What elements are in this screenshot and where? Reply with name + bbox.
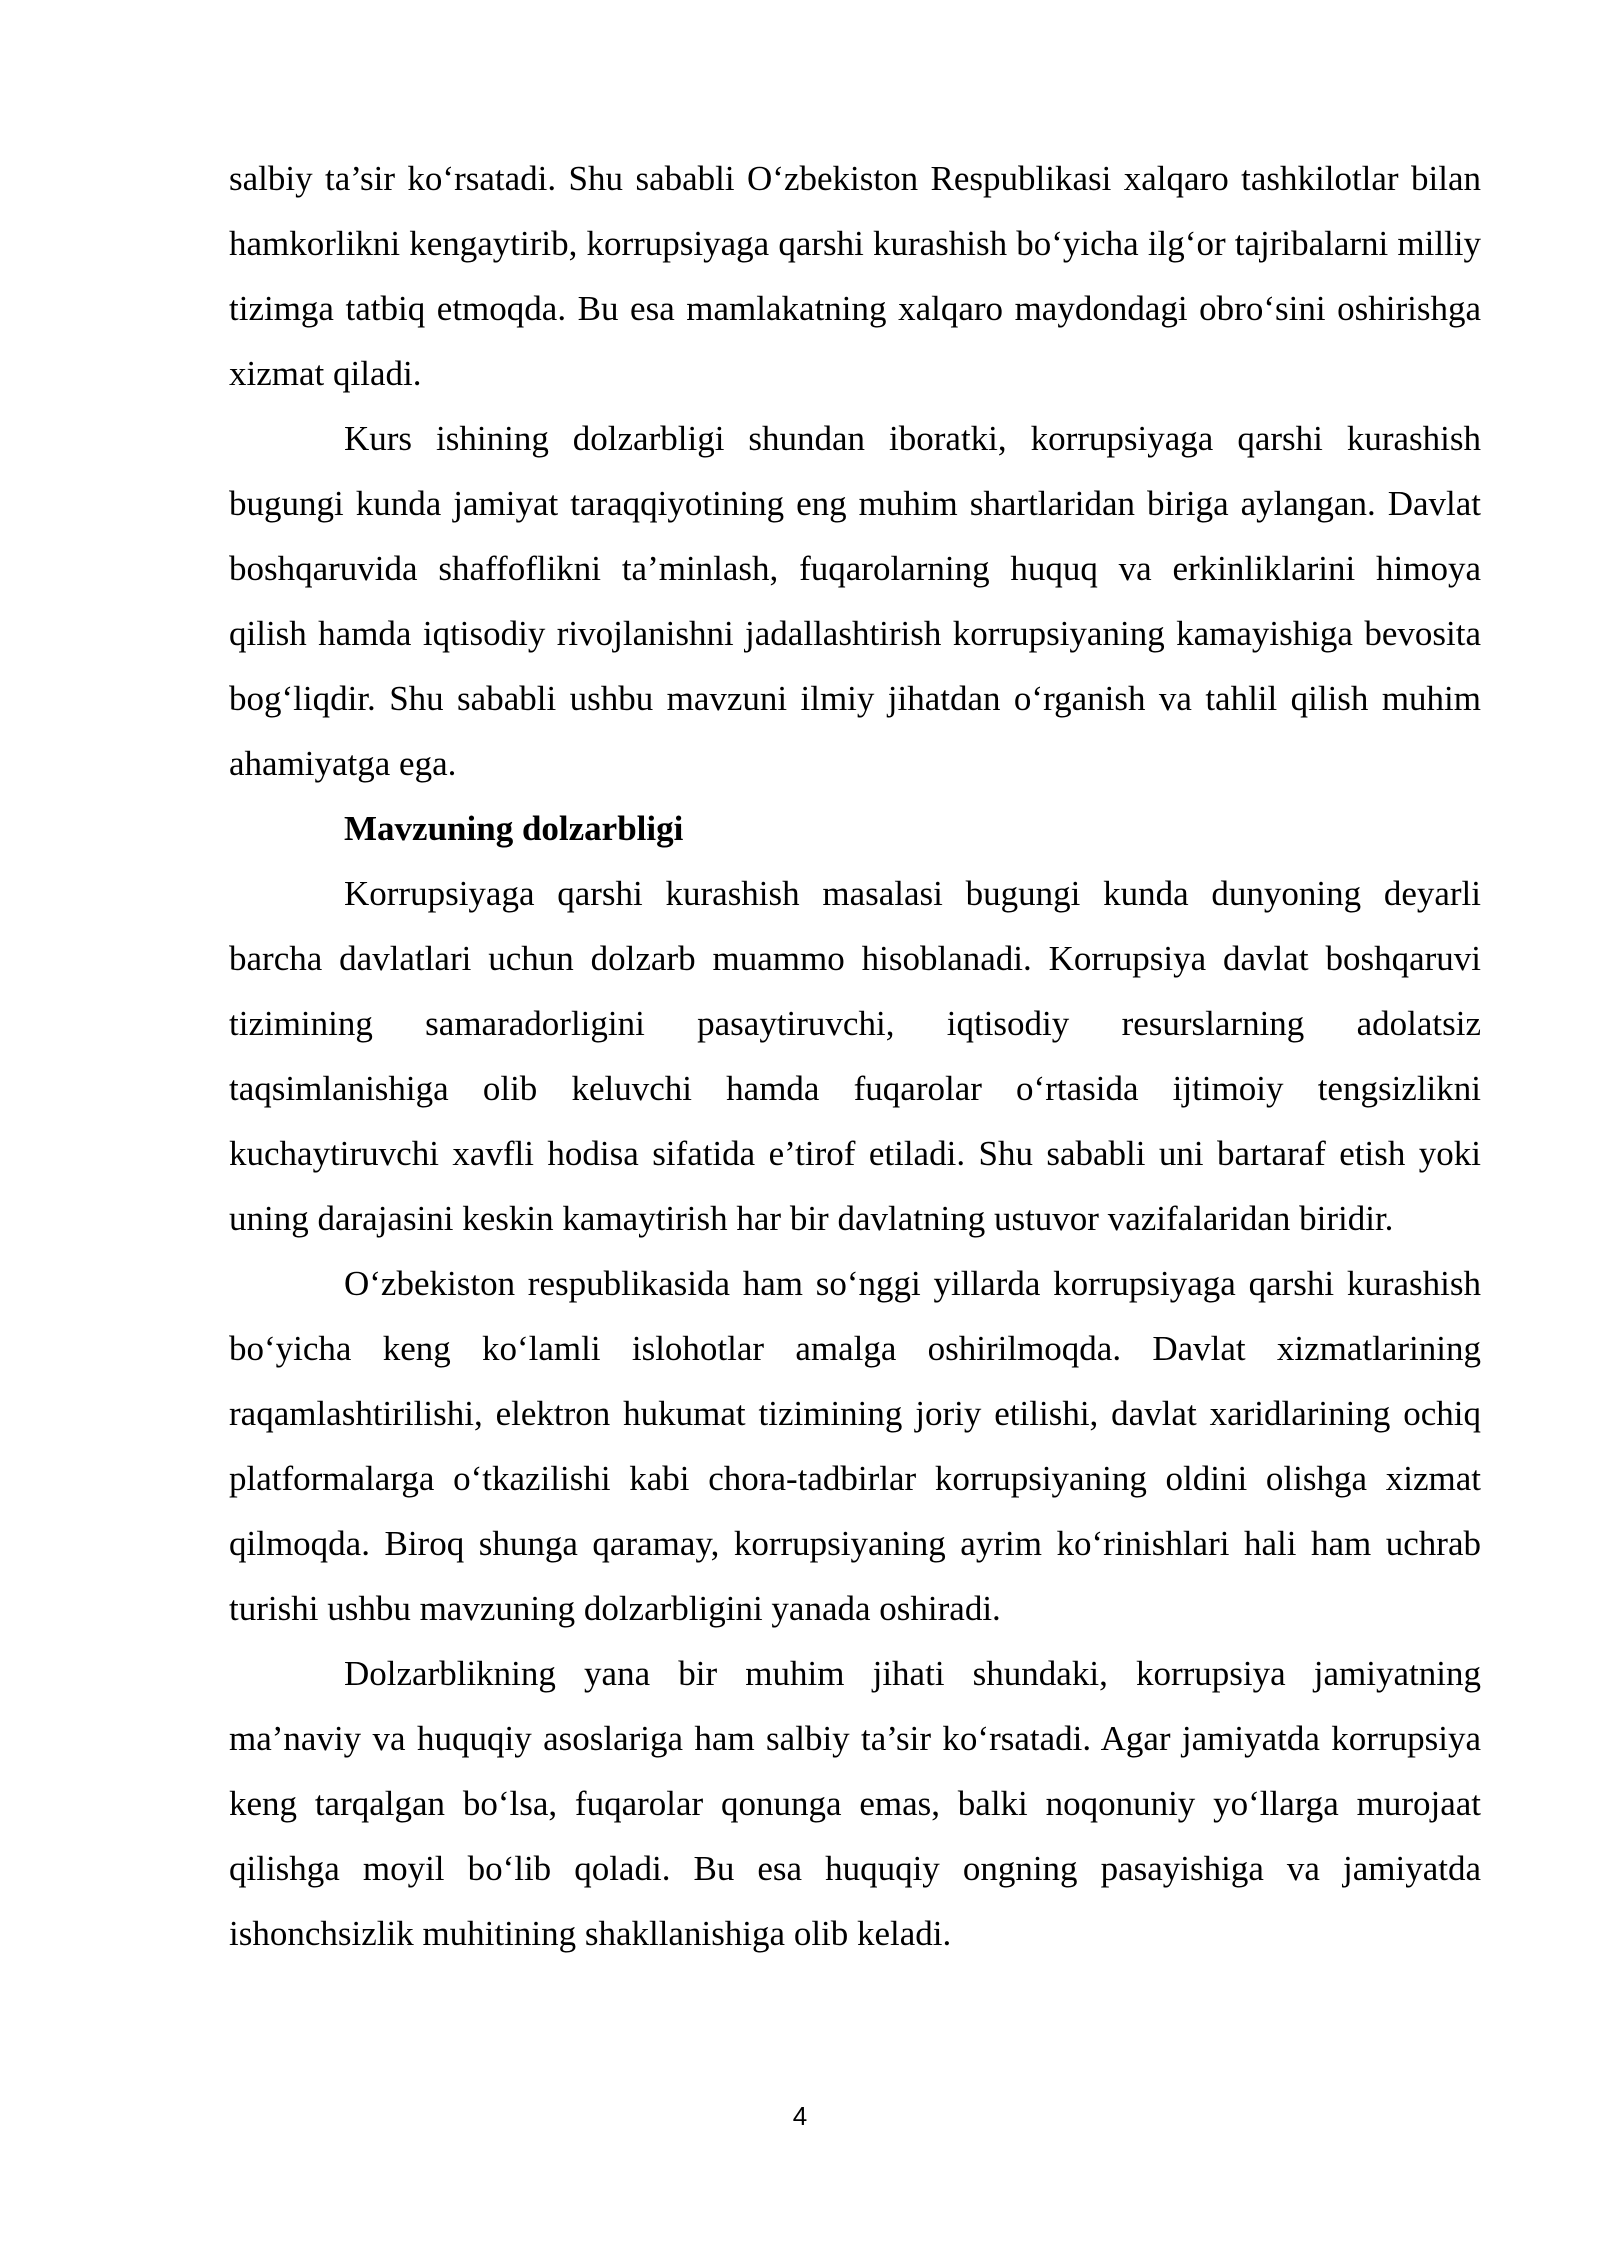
paragraph-moral-legal: Dolzarblikning yana bir muhim jihati shundaki, korrupsiya jamiyatning ma’naviy va huquqiy asoslariga ham salbiy ta’sir ko‘rsatadi. Agar jamiyatda korrupsiya keng tarqalgan bo‘lsa, fuqarolar qonunga emas, balki noqonuniy yo‘llarga murojaat qilishga moyil bo‘lib qoladi. Bu esa huquqiy ongning pasayishiga va jamiyatda ishonchsizlik muhitining shakllanishiga olib keladi. (229, 1654, 1481, 1953)
page-body (229, 146, 1481, 1966)
section-heading: Mavzuning dolzarbligi (344, 809, 684, 848)
paragraph-relevance-intro: Kurs ishining dolzarbligi shundan iboratki, korrupsiyaga qarshi kurashish bugungi kunda jamiyat taraqqiyotining eng muhim shartlaridan biriga aylangan. Davlat boshqaruvida shaffoflikni ta’minlash, fuqarolarning huquq va erkinliklarini himoya qilish hamda iqtisodiy rivojlanishni jadallashtirish korrupsiyaning kamayishiga bevosita bog‘liqdir. Shu sababli ushbu mavzuni ilmiy jihatdan o‘rganish va tahlil qilish muhim ahamiyatga ega. (229, 419, 1481, 783)
page-number: 4 (792, 2101, 808, 2131)
paragraph-continuation: salbiy ta’sir ko‘rsatadi. Shu sababli O‘zbekiston Respublikasi xalqaro tashkilotlar bilan hamkorlikni kengaytirib, korrupsiyaga qarshi kurashish bo‘yicha ilg‘or tajribalarni milliy tizimga tatbiq etmoqda. Bu esa mamlakatning xalqaro maydondagi obro‘sini oshirishga xizmat qiladi. (229, 159, 1481, 393)
paragraph-uzbekistan-reforms: O‘zbekiston respublikasida ham so‘nggi yillarda korrupsiyaga qarshi kurashish bo‘yicha keng ko‘lamli islohotlar amalga oshirilmoqda. Davlat xizmatlarining raqamlashtirilishi, elektron hukumat tizimining joriy etilishi, davlat xaridlarining ochiq platformalarga o‘tkazilishi kabi chora-tadbirlar korrupsiyaning oldini olishga xizmat qilmoqda. Biroq shunga qaramay, korrupsiyaning ayrim ko‘rinishlari hali ham uchrab turishi ushbu mavzuning dolzarbligini yanada oshiradi. (229, 1264, 1481, 1628)
paragraph-global-relevance: Korrupsiyaga qarshi kurashish masalasi bugungi kunda dunyoning deyarli barcha davlatlari uchun dolzarb muammo hisoblanadi. Korrupsiya davlat boshqaruvi tizimining samaradorligini pasaytiruvchi, iqtisodiy resurslarning adolatsiz taqsimlanishiga olib keluvchi hamda fuqarolar o‘rtasida ijtimoiy tengsizlikni kuchaytiruvchi xavfli hodisa sifatida e’tirof etiladi. Shu sababli uni bartaraf etish yoki uning darajasini keskin kamaytirish har bir davlatning ustuvor vazifalaridan biridir. (229, 874, 1481, 1238)
